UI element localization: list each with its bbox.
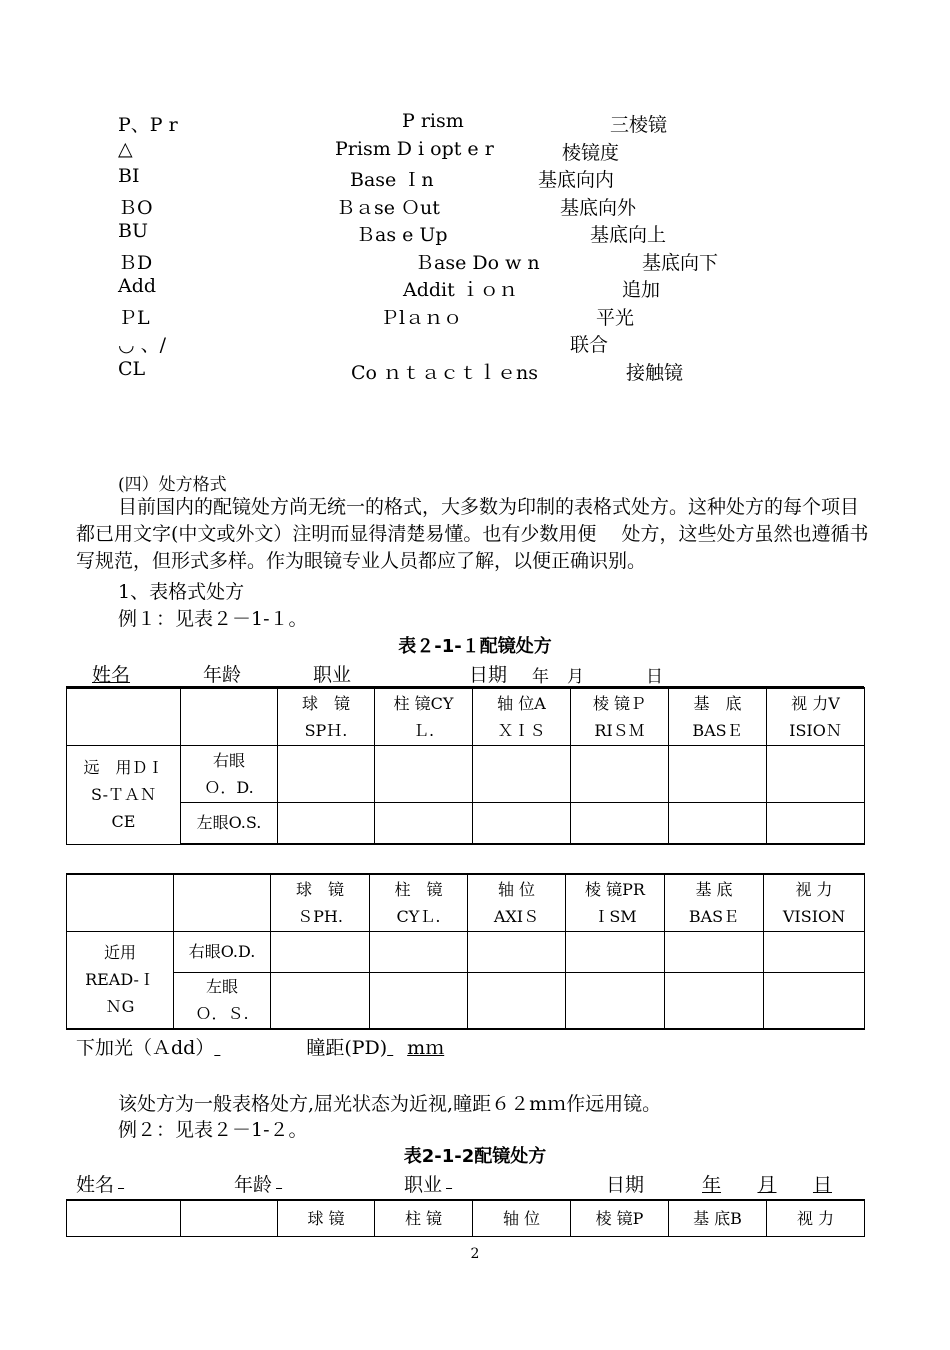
header-vision: 视 力 VISION bbox=[764, 874, 865, 931]
date-blank bbox=[668, 1170, 832, 1197]
abbr-chinese: 基底向下 bbox=[642, 252, 719, 274]
abbr-cell: ＢO bbox=[118, 197, 153, 219]
blank-header-cell bbox=[67, 874, 174, 931]
header-prism: 棱 镜Ｐ RIＳＭ bbox=[571, 688, 669, 745]
header-vision: 视 力V ISIOＮ bbox=[767, 688, 865, 745]
header-base: 基 底 BASＥ bbox=[669, 688, 767, 745]
abbr-english: Prism D i opt e r bbox=[335, 138, 494, 160]
body-paragraph: 目前国内的配镜处方尚无统一的格式，大多数为印制的表格式处方。这种处方的每个项目都已用文字(中文或外文）注明而显得清楚易懂。也有少数用便 处方，这些处方虽然也遵循书写规范，但形式多样。作为眼镜专业人员都应了解，以便正确识别。 bbox=[76, 496, 869, 572]
distance-label: 远 用ＤＩ S-ＴＡＮ CE bbox=[67, 745, 181, 844]
year-label: 年 bbox=[702, 1174, 722, 1196]
table-cell bbox=[665, 972, 764, 1029]
table-cell bbox=[370, 931, 468, 972]
abbr-chinese: 棱镜度 bbox=[562, 142, 620, 164]
blank-header-cell bbox=[181, 688, 278, 745]
day-label: 日 bbox=[812, 1174, 832, 1196]
blank-header-cell bbox=[174, 874, 271, 931]
date-label: 日期 bbox=[606, 1174, 645, 1196]
reading-label: 近用 READ-Ｉ ＮG bbox=[67, 931, 174, 1029]
name-label: 姓名 bbox=[92, 664, 131, 686]
header-sph: 球 镜 bbox=[278, 1200, 375, 1236]
blank-header-cell bbox=[67, 1200, 181, 1236]
header-axis: 轴 位A ＸＩＳ bbox=[473, 688, 571, 745]
month-label: 月 bbox=[757, 1174, 777, 1196]
right-eye-label: 右眼O.D. bbox=[174, 931, 271, 972]
table2-title: 表2-1-2配镜处方 bbox=[403, 1146, 547, 1167]
table-cell bbox=[370, 972, 468, 1029]
abbr-chinese: 追加 bbox=[622, 279, 661, 301]
abbr-cell: ＰL bbox=[118, 307, 150, 329]
prescription-table-reading bbox=[66, 873, 865, 1030]
table-cell bbox=[566, 972, 665, 1029]
header-axis: 轴 位 bbox=[473, 1200, 571, 1236]
blank-header-cell bbox=[181, 1200, 278, 1236]
header-axis: 轴 位 AXIＳ bbox=[468, 874, 566, 931]
name-blank bbox=[118, 1170, 196, 1192]
abbr-english: Ｂase Do w n bbox=[415, 252, 540, 274]
table-cell bbox=[375, 802, 473, 844]
abbr-english: Ｂas e Up bbox=[356, 224, 448, 246]
table-cell bbox=[468, 972, 566, 1029]
left-eye-label: 左眼O.S. bbox=[181, 802, 278, 844]
header-base: 基 底 BASＥ bbox=[665, 874, 764, 931]
abbr-cell: BU bbox=[118, 220, 148, 242]
name-label: 姓名 bbox=[76, 1174, 115, 1196]
abbr-chinese: 联合 bbox=[570, 334, 609, 356]
table-cell bbox=[669, 802, 767, 844]
prescription-table-distance bbox=[66, 687, 865, 845]
abbr-chinese: 三棱镜 bbox=[610, 114, 668, 136]
table-cell bbox=[669, 745, 767, 802]
table-cell bbox=[473, 745, 571, 802]
age-blank bbox=[276, 1170, 372, 1192]
prescription-note: 该处方为一般表格处方,屈光状态为近视,瞳距６２mｍ作远用镜。 bbox=[118, 1093, 662, 1115]
header-sph: 球 镜 ＳPH. bbox=[271, 874, 370, 931]
table-cell bbox=[764, 931, 865, 972]
table-cell bbox=[571, 745, 669, 802]
header-cyl: 柱 镜 CYＬ. bbox=[370, 874, 468, 931]
pd-blank bbox=[387, 1037, 407, 1059]
abbr-english: Ｐlａｎｏ bbox=[380, 307, 463, 329]
abbr-english: Co ｎｔａｃｔｌｅns bbox=[351, 362, 539, 384]
table-cell bbox=[767, 745, 865, 802]
age-label: 年龄 bbox=[203, 664, 242, 686]
abbr-english: Ｂａse Ｏut bbox=[336, 197, 440, 219]
header-cyl: 柱 镜 bbox=[375, 1200, 473, 1236]
add-blank bbox=[214, 1037, 306, 1059]
abbr-chinese: 接触镜 bbox=[626, 362, 684, 384]
header-prism: 棱 镜P bbox=[571, 1200, 669, 1236]
header-base: 基 底B bbox=[669, 1200, 767, 1236]
abbr-chinese: 基底向内 bbox=[538, 169, 615, 191]
table-cell bbox=[278, 745, 375, 802]
table-cell bbox=[271, 931, 370, 972]
abbr-cell: △ bbox=[118, 138, 133, 160]
page-number: 2 bbox=[470, 1246, 480, 1262]
abbr-cell: P、P r bbox=[118, 114, 178, 136]
table-cell bbox=[665, 931, 764, 972]
add-label: 下加光（Ａdd） bbox=[76, 1037, 215, 1059]
header-sph: 球 镜 SPＨ. bbox=[278, 688, 375, 745]
example-1: 例１：见表２－1-１。 bbox=[118, 608, 308, 630]
header-vision: 视 力 bbox=[767, 1200, 865, 1236]
job-label: 职业 bbox=[404, 1174, 443, 1196]
table-cell bbox=[271, 972, 370, 1029]
prescription-table-2 bbox=[66, 1199, 865, 1237]
right-eye-label: 右眼 Ｏ．D. bbox=[181, 745, 278, 802]
month-label: 月 bbox=[567, 667, 584, 687]
year-label: 年 bbox=[532, 667, 549, 687]
add-pd-line bbox=[76, 1033, 444, 1060]
left-eye-label: 左眼 Ｏ．Ｓ. bbox=[174, 972, 271, 1029]
age-label: 年龄 bbox=[234, 1174, 273, 1196]
section-title: (四）处方格式 bbox=[118, 475, 227, 495]
abbr-cell: BI bbox=[118, 165, 140, 187]
day-label: 日 bbox=[646, 667, 663, 687]
header-prism: 棱 镜PR ＩSM bbox=[566, 874, 665, 931]
table-cell bbox=[571, 802, 669, 844]
table-cell bbox=[767, 802, 865, 844]
abbr-chinese: 基底向上 bbox=[590, 224, 667, 246]
table1-title: 表２-1-１配镜处方 bbox=[398, 636, 552, 657]
abbr-chinese: 平光 bbox=[596, 307, 635, 329]
blank-header-cell bbox=[67, 688, 181, 745]
date-label: 日期 bbox=[469, 664, 508, 686]
table-cell bbox=[764, 972, 865, 1029]
abbr-cell: CL bbox=[118, 358, 146, 380]
job-label: 职业 bbox=[313, 664, 352, 686]
abbr-cell: ◡ 、/ bbox=[118, 334, 167, 356]
pd-label: 瞳距(PD) bbox=[306, 1037, 388, 1059]
abbr-english: Addit ｉｏｎ bbox=[403, 279, 518, 301]
abbr-english: P rism bbox=[402, 110, 464, 132]
job-blank bbox=[446, 1170, 494, 1192]
table-cell bbox=[468, 931, 566, 972]
subheading: 1、表格式处方 bbox=[118, 581, 245, 603]
table-cell bbox=[473, 802, 571, 844]
example-2: 例２：见表２－1-２。 bbox=[118, 1119, 308, 1141]
abbr-chinese: 基底向外 bbox=[560, 197, 637, 219]
abbr-cell: Add bbox=[118, 275, 157, 297]
header-cyl: 柱 镜CY Ｌ. bbox=[375, 688, 473, 745]
table-cell bbox=[278, 802, 375, 844]
table-cell bbox=[375, 745, 473, 802]
abbr-cell: ＢD bbox=[118, 252, 153, 274]
table-cell bbox=[566, 931, 665, 972]
pd-unit: mｍ bbox=[407, 1037, 445, 1059]
abbr-english: Base Ｉn bbox=[350, 169, 434, 191]
